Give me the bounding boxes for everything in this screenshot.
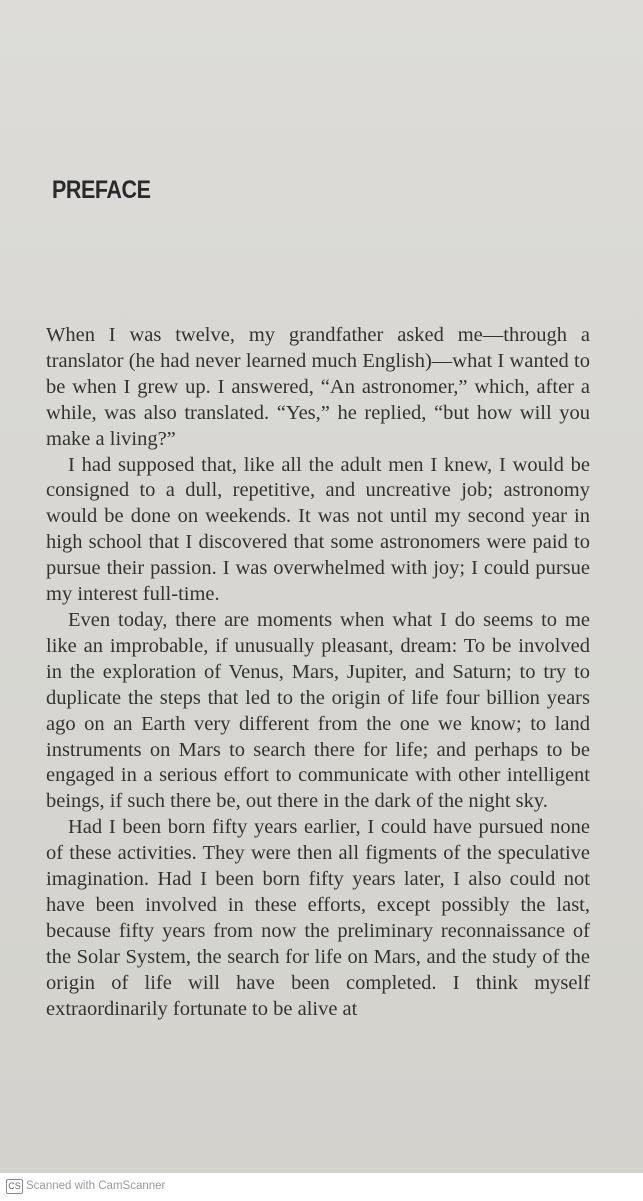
- paragraph: Even today, there are moments when what I do seems to me like an improbable, if unusually pleasant, dream: To be involved in the exploration of Venus, Mars, Jupiter, and Saturn; to try to duplicate the steps that led to the origin of life four billion years ago on an Earth very different from the one we know; to land instruments on Mars to search there for life; and perhaps to be engaged in a serious effort to communicate with other intelligent beings, if such there be, out there in the dark of the night sky.: [46, 608, 590, 813]
- preface-body: [46, 323, 590, 1022]
- watermark-text: Scanned with CamScanner: [26, 1180, 166, 1192]
- camscanner-logo-icon: CS: [6, 1179, 23, 1194]
- paragraph: When I was twelve, my grandfather asked me—through a translator (he had never learned much English)—what I wanted to be when I grew up. I answered, “An astronomer,” which, after a while, was also translated. “Yes,” he replied, “but how will you make a living?”: [46, 324, 590, 450]
- scanner-watermark-bar: [0, 1172, 643, 1201]
- paragraph: I had supposed that, like all the adult men I knew, I would be consigned to a dull, repetitive, and uncreative job; astronomy would be done on weekends. It was not until my second year in high school that I discovered that some astronomers were paid to pursue their passion. I was overwhelmed with joy; I could pursue my interest full-time.: [46, 453, 590, 606]
- page-heading: PREFACE: [52, 176, 151, 204]
- paragraph: Had I been born fifty years earlier, I could have pursued none of these activities. They were then all figments of the speculative imagination. Had I been born fifty years later, I also could not have been involved in these efforts, except possibly the last, because fifty years from now the preliminary reconnaissance of the Solar System, the search for life on Mars, and the study of the origin of life will have been completed. I think myself extraordinarily fortunate to be alive at: [46, 816, 590, 1020]
